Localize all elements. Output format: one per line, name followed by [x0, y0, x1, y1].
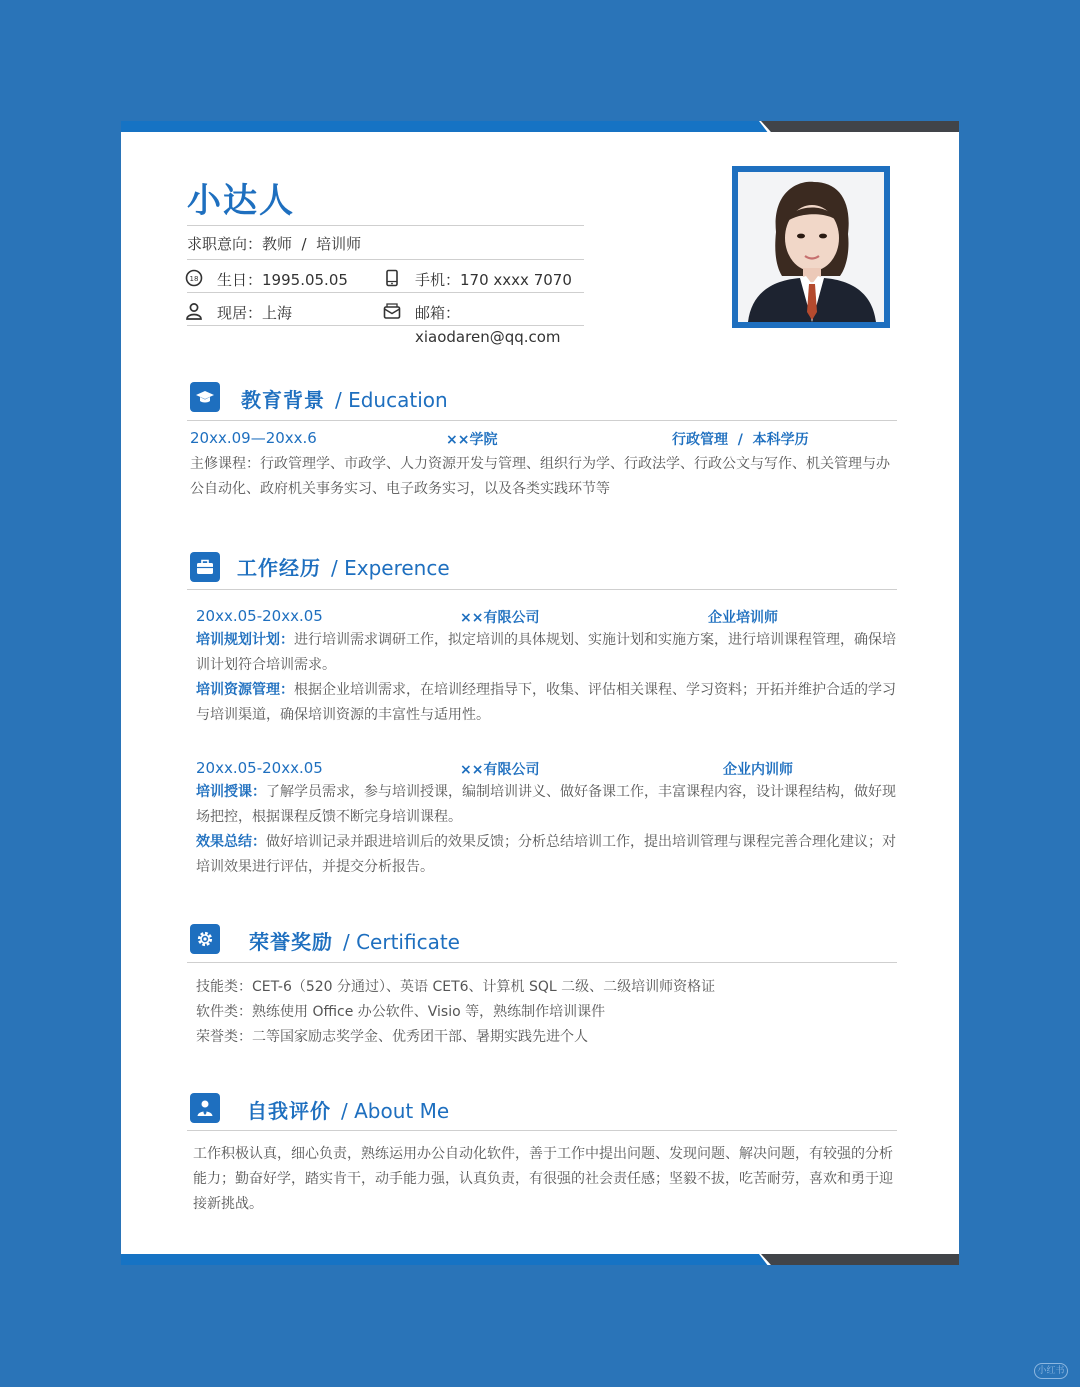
education-date: 20xx.09—20xx.6: [190, 429, 317, 447]
job-duty: 培训规划计划：进行培训需求调研工作，拟定培训的具体规划、实施计划和实施方案，进行培训课程管理，确保培训计划符合培训需求。: [196, 632, 896, 673]
job-date: 20xx.05-20xx.05: [196, 607, 323, 625]
divider: [187, 259, 584, 260]
profile-photo: [732, 166, 890, 328]
certificate-line: 软件类：熟练使用 Office 办公软件、Visio 等，熟练制作培训课件: [196, 1004, 606, 1020]
about-title: 自我评价 / About Me: [247, 1099, 450, 1123]
job-date: 20xx.05-20xx.05: [196, 759, 323, 777]
job-duty: 培训授课：了解学员需求，参与培训授课，编制培训讲义、做好备课工作，丰富课程内容，设计课程结构，做好现场把控，根据课程反馈不断完身培训课程。: [196, 784, 896, 825]
svg-text:18: 18: [189, 275, 199, 283]
bottom-accent-bar: [121, 1254, 959, 1265]
education-school: ××学院: [446, 432, 498, 448]
education-description: 主修课程：行政管理学、市政学、人力资源开发与管理、组织行为学、行政法学、行政公文与写作、机关管理与办公自动化、政府机关事务实习、电子政务实习，以及各类实践环节等: [190, 456, 890, 497]
about-text: 工作积极认真，细心负责，熟练运用办公自动化软件，善于工作中提出问题、发现问题、解决问题，有较强的分析能力；勤奋好学，踏实肯干，动手能力强，认真负责，有很强的社会责任感；坚毅不拔，吃苦耐劳，喜欢和勇于迎接新挑战。: [193, 1146, 893, 1212]
job-company: ××有限公司: [460, 610, 540, 626]
work-title: 工作经历 / Experence: [237, 556, 450, 580]
divider: [187, 589, 897, 590]
divider: [187, 325, 584, 326]
residence: 现居：上海: [217, 304, 293, 322]
certificate-line: 荣誉类：二等国家励志奖学金、优秀团干部、暑期实践先进个人: [196, 1029, 588, 1045]
divider: [187, 1130, 897, 1131]
phone-icon: [383, 269, 401, 287]
email-value: xiaodaren@qq.com: [415, 328, 561, 346]
job-role: 企业培训师: [708, 610, 778, 626]
birthday-icon: [185, 269, 203, 287]
education-title: 教育背景 / Education: [241, 388, 448, 412]
watermark-logo: 小红书: [1034, 1363, 1068, 1379]
graduation-cap-icon: [190, 382, 220, 412]
job-duty: 效果总结：做好培训记录并跟进培训后的效果反馈；分析总结培训工作，提出培训管理与课程完善合理化建议；对培训效果进行评估，并提交分析报告。: [196, 834, 896, 875]
job-duty: 培训资源管理：根据企业培训需求，在培训经理指导下，收集、评估相关课程、学习资料；开拓并维护合适的学习与培训渠道，确保培训资源的丰富性与适用性。: [196, 682, 896, 723]
job-role: 企业内训师: [723, 762, 793, 778]
certificate-title: 荣誉奖励 / Certificate: [249, 930, 460, 954]
divider: [187, 420, 897, 421]
email-label: 邮箱：: [415, 304, 461, 322]
certificate-line: 技能类：CET-6（520 分通过）、英语 CET6、计算机 SQL 二级、二级培训师资格证: [196, 979, 716, 995]
location-person-icon: [185, 302, 203, 320]
mail-icon: [383, 302, 401, 320]
top-accent-bar: [121, 121, 959, 132]
candidate-name: 小达人: [187, 181, 295, 221]
user-tie-icon: [190, 1093, 220, 1123]
divider: [187, 962, 897, 963]
job-company: ××有限公司: [460, 762, 540, 778]
education-major: 行政管理 / 本科学历: [672, 432, 809, 448]
job-intent: 求职意向：教师 / 培训师: [187, 235, 362, 253]
phone: 手机：170 xxxx 7070: [415, 271, 572, 289]
divider: [187, 292, 584, 293]
divider: [187, 225, 584, 226]
resume-page: [121, 121, 959, 1265]
briefcase-icon: [190, 552, 220, 582]
gear-icon: [190, 924, 220, 954]
birthday: 生日：1995.05.05: [217, 271, 348, 289]
